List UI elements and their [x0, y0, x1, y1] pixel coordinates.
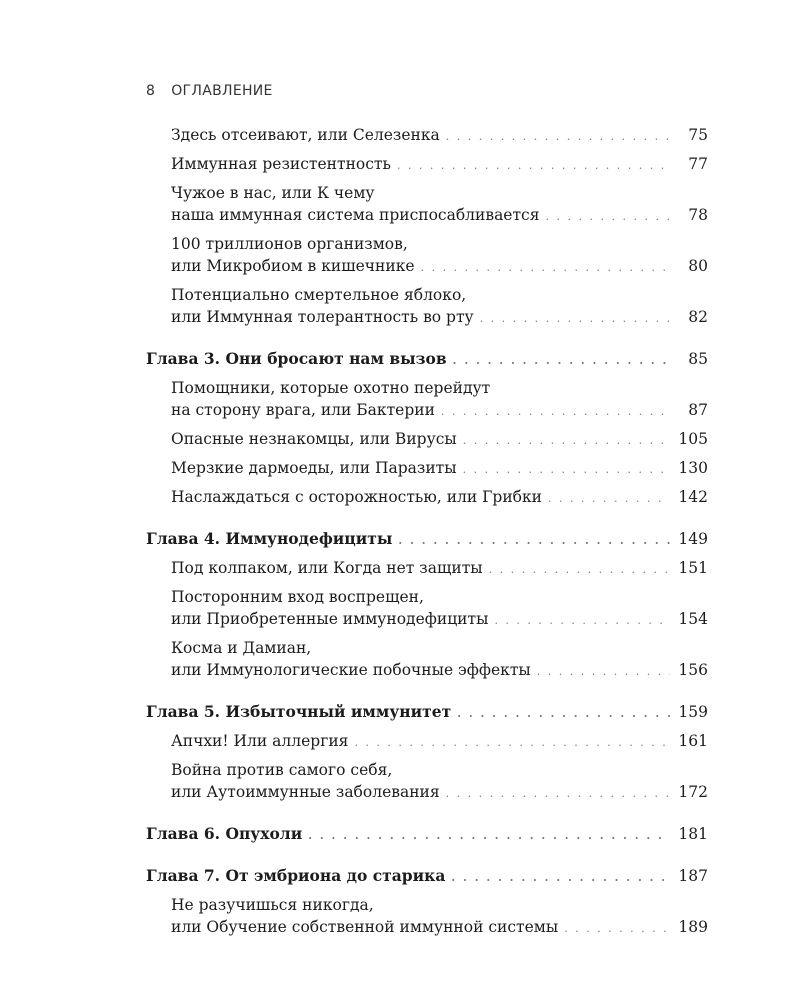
toc-chapter-title: Глава 7. От эмбриона до старика [146, 866, 446, 885]
toc-entry-title: Мерзкие дармоеды, или Паразиты [171, 459, 457, 477]
toc-entry-title-line2: наша иммунная система приспосабливается [171, 206, 540, 224]
toc-entry [146, 759, 708, 805]
toc-entry-title-line2: или Аутоиммунные заболевания [171, 783, 440, 801]
toc-chapter [146, 348, 708, 372]
toc-entry-title-line1: Война против самого себя, [171, 761, 393, 779]
toc-entry-page: 142 [678, 488, 708, 506]
toc-entry-page: 156 [678, 661, 708, 679]
leader-dots [421, 257, 670, 279]
toc-entry-page: 172 [678, 783, 708, 801]
toc-entry-title-line1: Потенциально смертельное яблоко, [171, 286, 467, 304]
toc-entry-title-line2: на сторону врага, или Бактерии [171, 401, 435, 419]
leader-dots [354, 732, 670, 754]
toc-chapter-page: 85 [688, 350, 708, 368]
toc-chapter [146, 528, 708, 552]
toc-entry-title-line1: Косма и Дамиан, [171, 639, 312, 657]
leader-dots [463, 459, 670, 481]
toc-chapter-title: Глава 6. Опухоли [146, 824, 303, 843]
leader-dots [537, 661, 670, 683]
toc-entry-title-line2: или Обучение собственной иммунной системы [171, 918, 559, 936]
toc-entry [146, 124, 708, 148]
running-head [146, 83, 273, 99]
toc-chapter-page: 149 [678, 530, 708, 548]
toc-entry-page: 87 [688, 401, 708, 419]
toc-entry-title-line2: или Иммунологические побочные эффекты [171, 661, 531, 679]
toc-entry-page: 82 [688, 308, 708, 326]
toc-entry-page: 154 [678, 610, 708, 628]
leader-dots [441, 401, 670, 423]
toc-entry-title-line2: или Микробиом в кишечнике [171, 257, 415, 275]
page-title: ОГЛАВЛЕНИЕ [171, 83, 273, 99]
leader-dots [446, 126, 670, 148]
leader-dots [564, 918, 670, 940]
toc-entry [146, 557, 708, 581]
toc-entry-page: 151 [678, 559, 708, 577]
toc-entry [146, 457, 708, 481]
toc-entry-title: Здесь отсеивают, или Селезенка [171, 126, 440, 144]
leader-dots [451, 867, 670, 889]
toc-entry-page: 78 [688, 206, 708, 224]
leader-dots [548, 488, 670, 510]
toc-entry [146, 428, 708, 452]
leader-dots [308, 825, 670, 847]
toc-chapter [146, 823, 708, 847]
toc-chapter-title: Глава 3. Они бросают нам вызов [146, 349, 447, 368]
leader-dots [446, 783, 670, 805]
toc-chapter [146, 865, 708, 889]
toc-entry-title: Под колпаком, или Когда нет защиты [171, 559, 483, 577]
page-number: 8 [146, 83, 156, 99]
toc-entry [146, 233, 708, 279]
leader-dots [453, 350, 670, 372]
toc-entry-page: 105 [678, 430, 708, 448]
toc-chapter-title: Глава 4. Иммунодефициты [146, 529, 393, 548]
table-of-contents [146, 124, 708, 945]
toc-entry [146, 377, 708, 423]
leader-dots [397, 155, 670, 177]
toc-chapter-page: 187 [678, 867, 708, 885]
toc-entry-title: Опасные незнакомцы, или Вирусы [171, 430, 457, 448]
toc-entry-title-line1: Чужое в нас, или К чему [171, 184, 375, 202]
toc-chapter-page: 159 [678, 703, 708, 721]
toc-entry-title-line2: или Иммунная толерантность во рту [171, 308, 474, 326]
toc-entry-title: Иммунная резистентность [171, 155, 391, 173]
leader-dots [489, 559, 670, 581]
toc-entry [146, 894, 708, 940]
leader-dots [494, 610, 670, 632]
leader-dots [463, 430, 670, 452]
toc-entry [146, 182, 708, 228]
toc-entry [146, 153, 708, 177]
toc-chapter-page: 181 [678, 825, 708, 843]
toc-entry-title-line1: 100 триллионов организмов, [171, 235, 408, 253]
toc-entry [146, 486, 708, 510]
toc-entry-page: 80 [688, 257, 708, 275]
leader-dots [398, 530, 670, 552]
toc-entry-page: 161 [678, 732, 708, 750]
toc-entry-title-line1: Не разучишься никогда, [171, 896, 374, 914]
toc-entry-page: 75 [688, 126, 708, 144]
toc-entry [146, 730, 708, 754]
leader-dots [480, 308, 670, 330]
toc-chapter-title: Глава 5. Избыточный иммунитет [146, 702, 452, 721]
leader-dots [457, 703, 670, 725]
toc-entry-title: Наслаждаться с осторожностью, или Грибки [171, 488, 543, 506]
toc-entry-page: 77 [688, 155, 708, 173]
toc-entry-title-line2: или Приобретенные иммунодефициты [171, 610, 489, 628]
toc-entry [146, 284, 708, 330]
toc-entry-page: 130 [678, 459, 708, 477]
toc-entry-title-line1: Посторонним вход воспрещен, [171, 588, 424, 606]
toc-entry-page: 189 [678, 918, 708, 936]
toc-chapter [146, 701, 708, 725]
toc-entry-title-line1: Помощники, которые охотно перейдут [171, 379, 491, 397]
leader-dots [546, 206, 670, 228]
toc-entry [146, 586, 708, 632]
toc-entry [146, 637, 708, 683]
toc-entry-title: Апчхи! Или аллергия [171, 732, 349, 750]
